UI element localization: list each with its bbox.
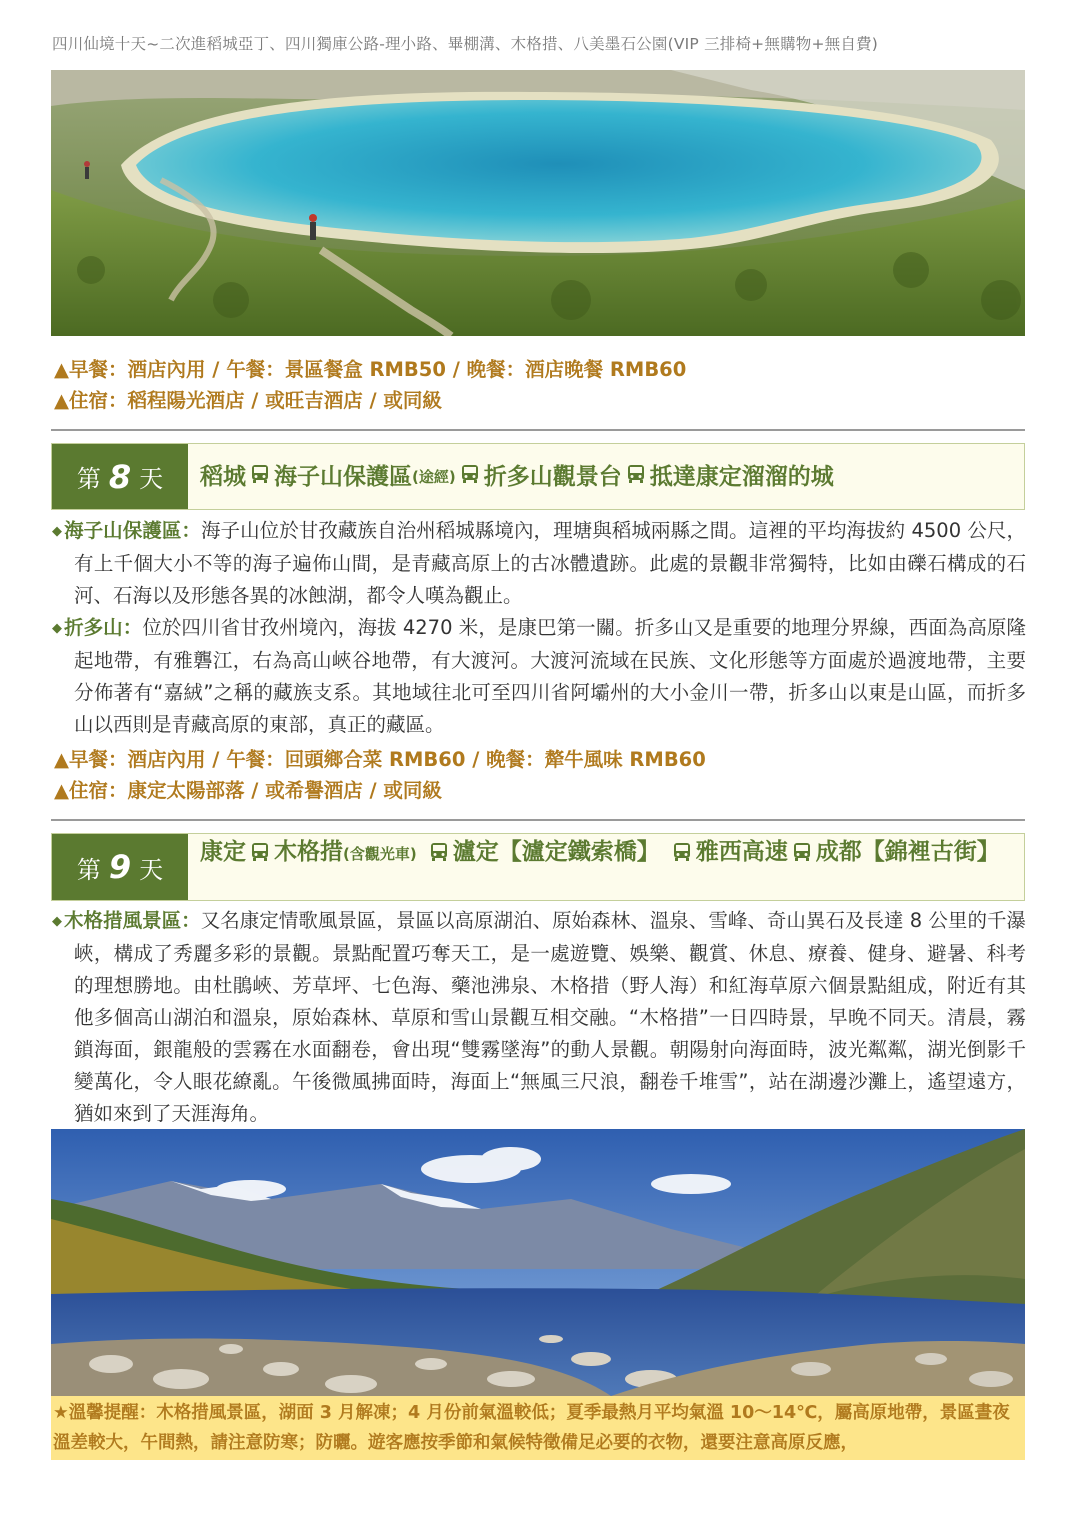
day8-stop-kangding: 抵達康定溜溜的城 <box>649 463 834 490</box>
day8-meals: ▲早餐：酒店內用 / 午餐：回頭鄉合菜 RMB60 / 晚餐：犛牛風味 RMB60 <box>54 748 706 771</box>
day8-title-box <box>51 443 1025 510</box>
bus-icon <box>251 461 269 493</box>
divider-line <box>51 429 1025 431</box>
bus-icon <box>627 461 645 493</box>
bus-icon <box>251 839 269 871</box>
day7-hotel: ▲住宿：稻程陽光酒店 / 或旺吉酒店 / 或同級 <box>54 389 442 412</box>
lake-photo-haizishan <box>51 70 1025 336</box>
day9-stop-kangding: 康定 <box>200 839 246 865</box>
diamond-bullet-icon: ◆ <box>52 621 63 636</box>
day8-badge <box>52 444 188 509</box>
bus-icon <box>461 461 479 493</box>
diamond-bullet-icon: ◆ <box>52 524 63 539</box>
day8-stop-daocheng: 稻城 <box>200 463 246 490</box>
day8-hotel: ▲住宿：康定太陽部落 / 或希譽酒店 / 或同級 <box>54 779 442 802</box>
diamond-bullet-icon: ◆ <box>52 914 63 929</box>
day9-stop-chengdu: 成都【錦裡古街】 <box>815 839 1000 865</box>
day8-stop-haizishan: 海子山保護區 <box>274 463 412 490</box>
day9-prefix: 第 <box>76 855 101 884</box>
bus-icon <box>793 839 811 871</box>
day8-route <box>200 444 1012 509</box>
lake-photo-mugecuo <box>51 1129 1025 1396</box>
day8-stop-zheduoshan: 折多山觀景台 <box>483 463 622 490</box>
bus-icon <box>673 839 691 871</box>
page-header: 四川仙境十天~二次進稻城亞丁、四川獨庫公路-理小路、畢棚溝、木格措、八美墨石公園(VIP 三排椅+無購物+無自費) <box>52 35 879 53</box>
day9-section-mugecuo <box>52 905 1026 1130</box>
day9-stop-yaxi-expressway: 雅西高速 <box>695 839 788 865</box>
day9-badge <box>52 834 188 900</box>
day8-suffix: 天 <box>139 465 164 493</box>
section-text: 又名康定情歌風景區，景區以高原湖泊、原始森林、溫泉、雪峰、奇山異石及長達 8 公里的千瀑峽，構成了秀麗多彩的景觀。景點配置巧奪天工，是一處遊覽、娛樂、觀賞、休息、療養、健身、避暑、科考的理想勝地。由杜鵑峽、芳草坪、七色海、藥池沸泉、木格措（野人海）和紅海草原六個景點組成，附近有其他多個高山湖泊和溫泉，原始森林、草原和雪山景觀互相交融。“木格措”一日四時景，早晚不同天。清晨，霧鎖海面，銀龍般的雲霧在水面翻卷，會出現“雙霧墜海”的動人景觀。朝陽射向海面時，波光粼粼，湖光倒影千變萬化，令人眼花繚亂。午後微風拂面時，海面上“無風三尺浪，翻卷千堆雪”，站在湖邊沙灘上，遙望遠方，猶如來到了天涯海角。 <box>74 909 1026 1125</box>
section-label: 海子山保護區： <box>64 519 201 542</box>
reminder-note: ★溫馨提醒：木格措風景區，湖面 3 月解凍；4 月份前氣溫較低；夏季最熱月平均氣溫 10～14℃，屬高原地帶，景區晝夜溫差較大，午間熱，請注意防寒；防曬。遊客應按季節和氣候特徵備足必要的衣物，還要注意高原反應， <box>51 1396 1025 1460</box>
section-text: 位於四川省甘孜州境內，海拔 4270 米，是康巴第一關。折多山又是重要的地理分界線，西面為高原隆起地帶，有雅礱江，右為高山峽谷地帶，有大渡河。大渡河流域在民族、文化形態等方面處於過渡地帶，主要分佈著有“嘉絨”之稱的藏族支系。其地域往北可至四川省阿壩州的大小金川一帶，折多山以東是山區，而折多山以西則是青藏高原的東部，真正的藏區。 <box>74 616 1026 736</box>
day9-route <box>200 834 1012 900</box>
day8-section-haizishan <box>52 515 1026 612</box>
section-label: 折多山： <box>64 616 143 639</box>
divider-line <box>51 819 1025 821</box>
day9-title-box <box>51 833 1025 901</box>
day9-suffix: 天 <box>139 855 164 884</box>
day8-prefix: 第 <box>76 465 101 493</box>
section-label: 木格措風景區： <box>64 909 201 932</box>
day9-stop-mugecuo: 木格措 <box>274 839 343 865</box>
day8-stop2-note: (途經) <box>412 467 456 486</box>
day9-number: 9 <box>108 848 132 886</box>
day8-number: 8 <box>108 457 132 496</box>
day7-meals: ▲早餐：酒店內用 / 午餐：景區餐盒 RMB50 / 晚餐：酒店晚餐 RMB60 <box>54 358 687 381</box>
day9-stop-luding: 瀘定【瀘定鐵索橋】 <box>452 839 660 865</box>
day9-stop2-note: (含觀光車) <box>343 845 417 863</box>
bus-icon <box>430 839 448 871</box>
day8-section-zheduoshan <box>52 612 1026 741</box>
section-text: 海子山位於甘孜藏族自治州稻城縣境內，理塘與稻城兩縣之間。這裡的平均海拔約 4500 公尺，有上千個大小不等的海子遍佈山間，是青藏高原上的古冰體遺跡。此處的景觀非常獨特，比如由礫石構成的石河、石海以及形態各異的冰蝕湖，都令人嘆為觀止。 <box>74 519 1026 607</box>
